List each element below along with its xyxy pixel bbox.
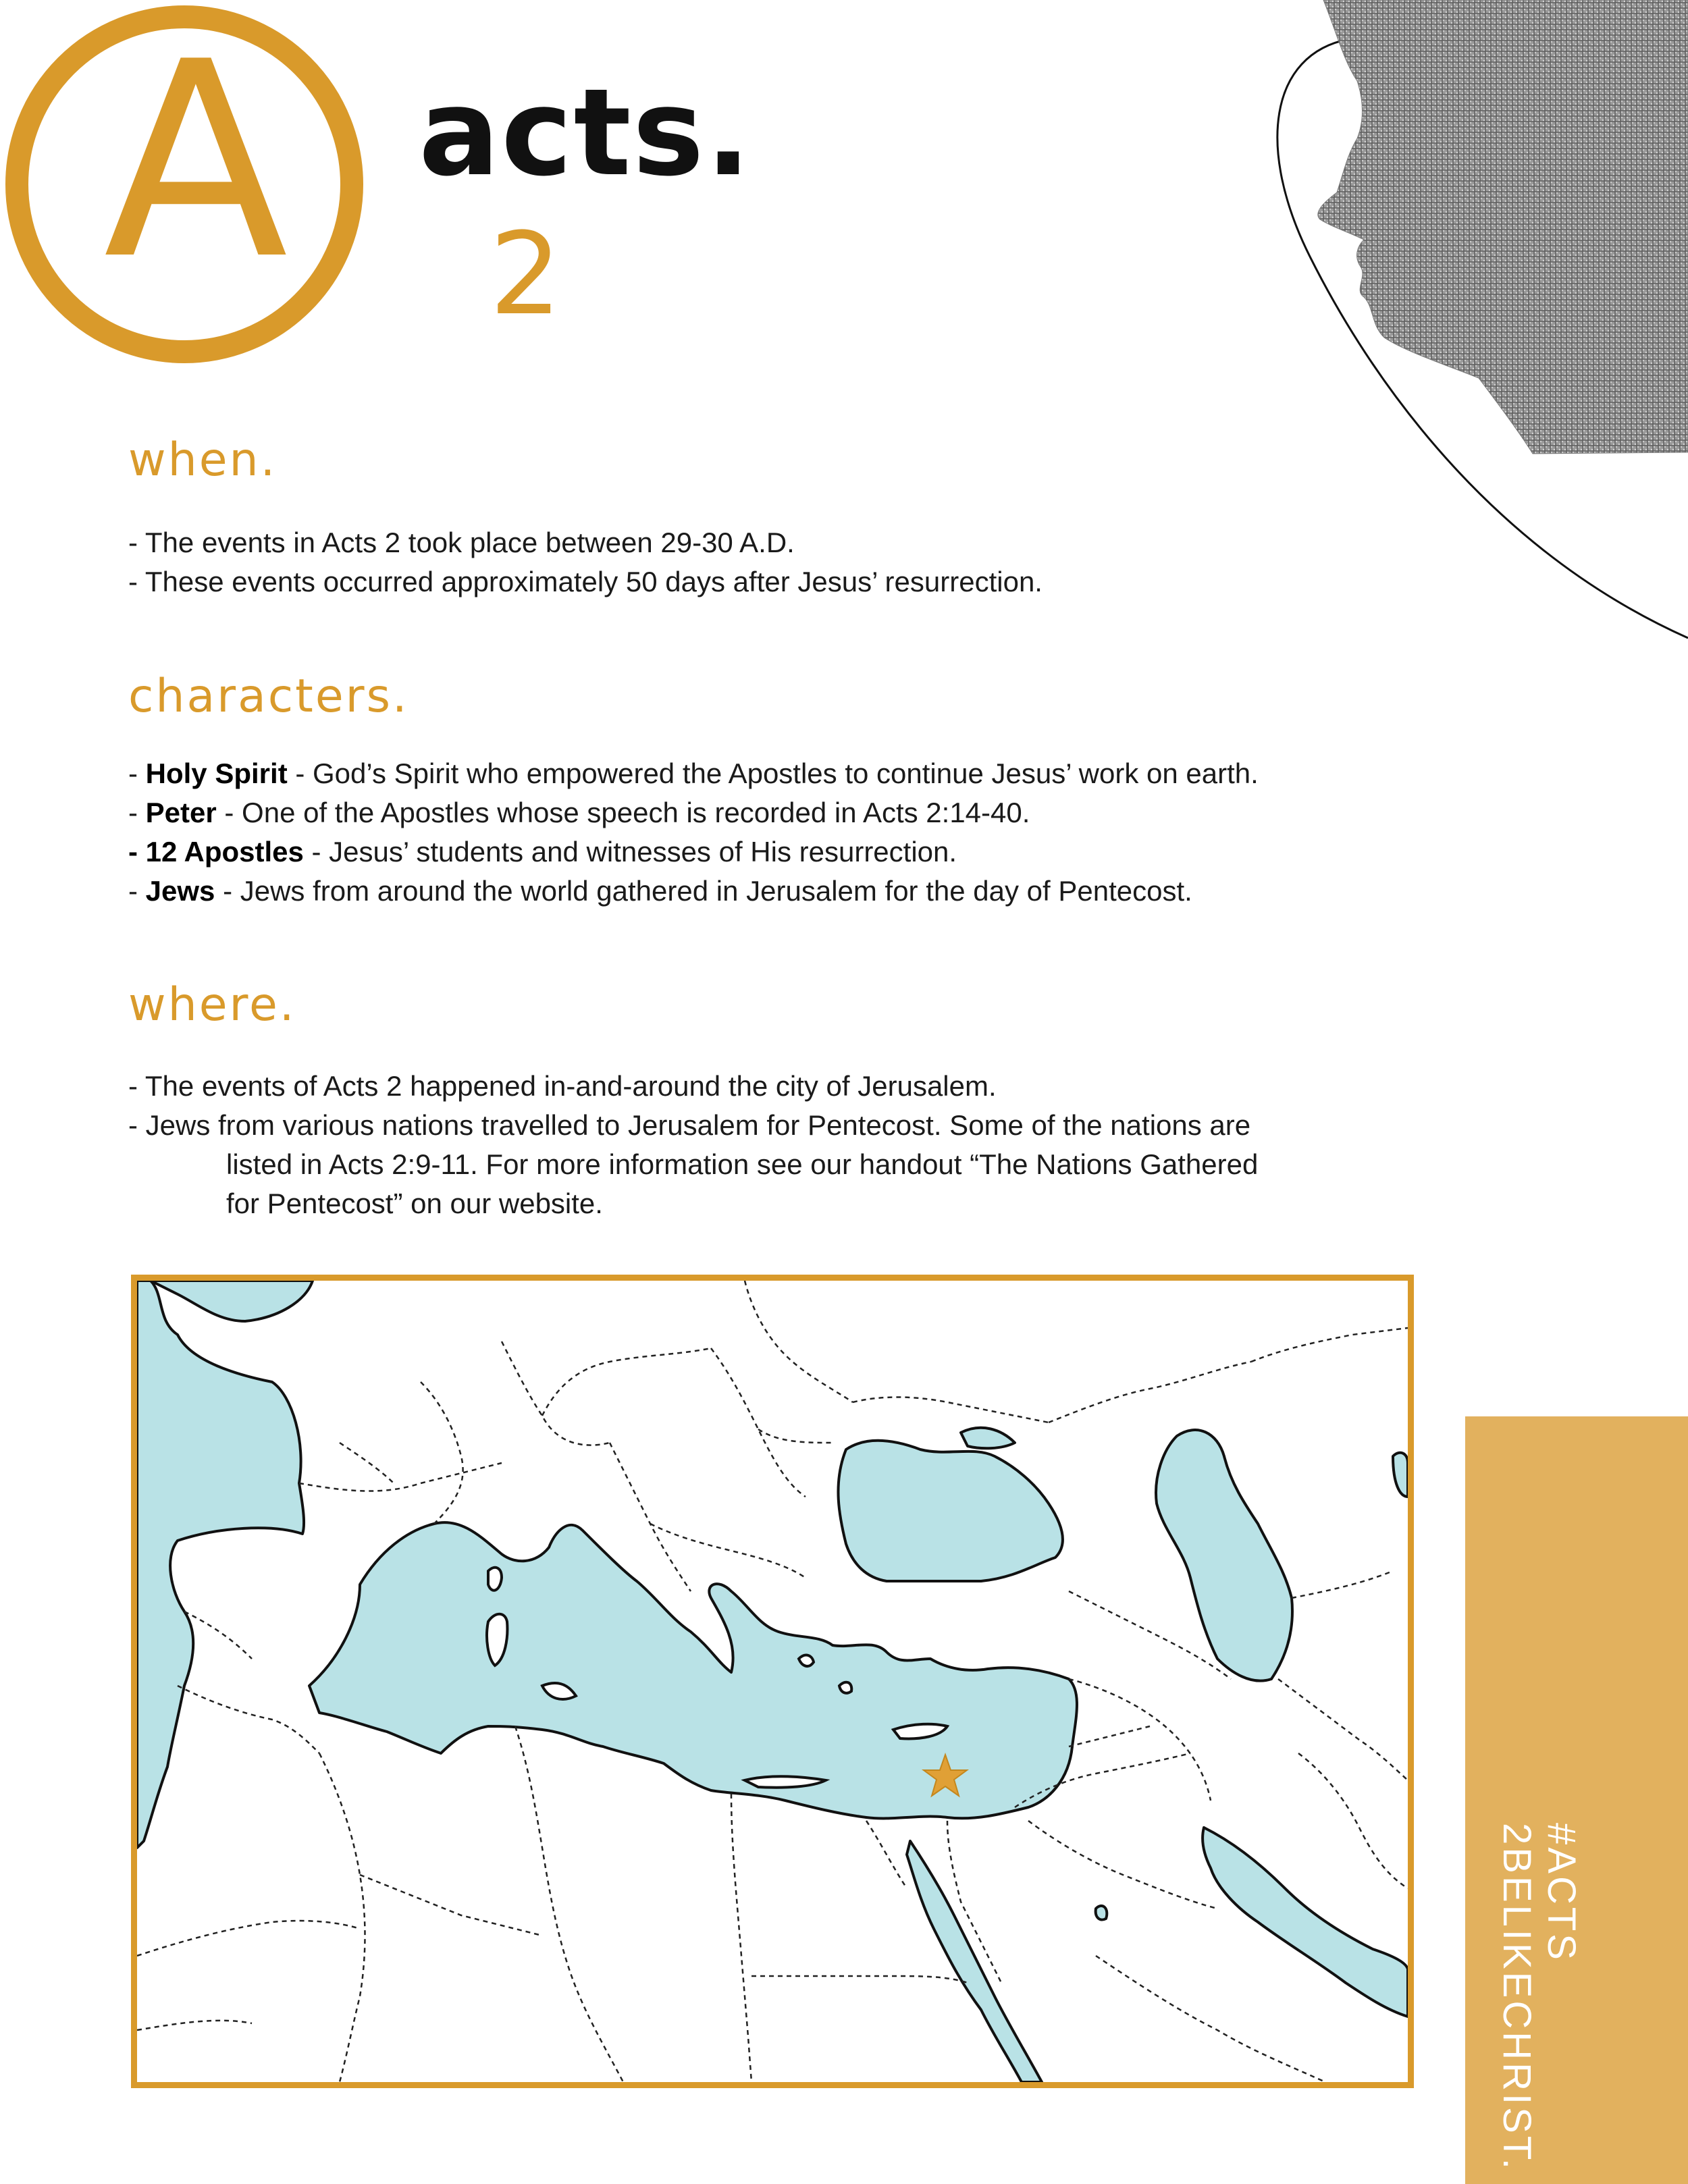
characters-list <box>128 754 1259 911</box>
classical-bust-illustration <box>1229 0 1688 648</box>
atlantic-ocean <box>137 1281 304 1848</box>
section-heading-where: where. <box>128 978 296 1032</box>
where-line: for Pentecost” on our website. <box>226 1188 603 1219</box>
logo-letter: A <box>103 5 288 319</box>
persian-gulf <box>1203 1828 1408 2017</box>
chapter-number: 2 <box>490 208 562 340</box>
when-line: - The events in Acts 2 took place between 29-30 A.D. <box>128 527 795 558</box>
where-text <box>128 1067 1258 1223</box>
character-item: - Holy Spirit - God’s Spirit who empowered the Apostles to continue Jesus’ work on earth. <box>128 757 1259 789</box>
character-item: - Peter - One of the Apostles whose speech is recorded in Acts 2:14-40. <box>128 797 1030 828</box>
character-item: - 12 Apostles - Jesus’ students and witnesses of His resurrection. <box>128 836 957 868</box>
section-heading-characters: characters. <box>128 670 409 723</box>
where-line: - Jews from various nations travelled to Jerusalem for Pentecost. Some of the nations are <box>128 1109 1251 1141</box>
where-line: listed in Acts 2:9-11. For more information see our handout “The Nations Gathered <box>226 1148 1259 1180</box>
character-name: Holy Spirit <box>145 757 288 789</box>
when-line: - These events occurred approximately 50 days after Jesus’ resurrection. <box>128 566 1043 597</box>
character-name: Jews <box>145 875 215 907</box>
section-heading-when: when. <box>128 433 278 487</box>
caspian-sea <box>1156 1430 1292 1681</box>
black-sea <box>838 1441 1062 1581</box>
where-line: - The events of Acts 2 happened in-and-around the city of Jerusalem. <box>128 1070 997 1102</box>
character-item: - Jews - Jews from around the world gathered in Jerusalem for the day of Pentecost. <box>128 875 1192 907</box>
character-name: - 12 Apostles <box>128 836 304 868</box>
map-mediterranean <box>131 1275 1414 2088</box>
hashtag-line-1: #ACTS <box>1539 1823 1583 1963</box>
hashtag-line-2: 2BELIKECHRIST. <box>1495 1823 1539 2172</box>
when-text <box>128 523 1043 602</box>
red-sea <box>907 1841 1042 2082</box>
page-title: acts. <box>419 63 753 203</box>
character-name: Peter <box>145 797 217 828</box>
